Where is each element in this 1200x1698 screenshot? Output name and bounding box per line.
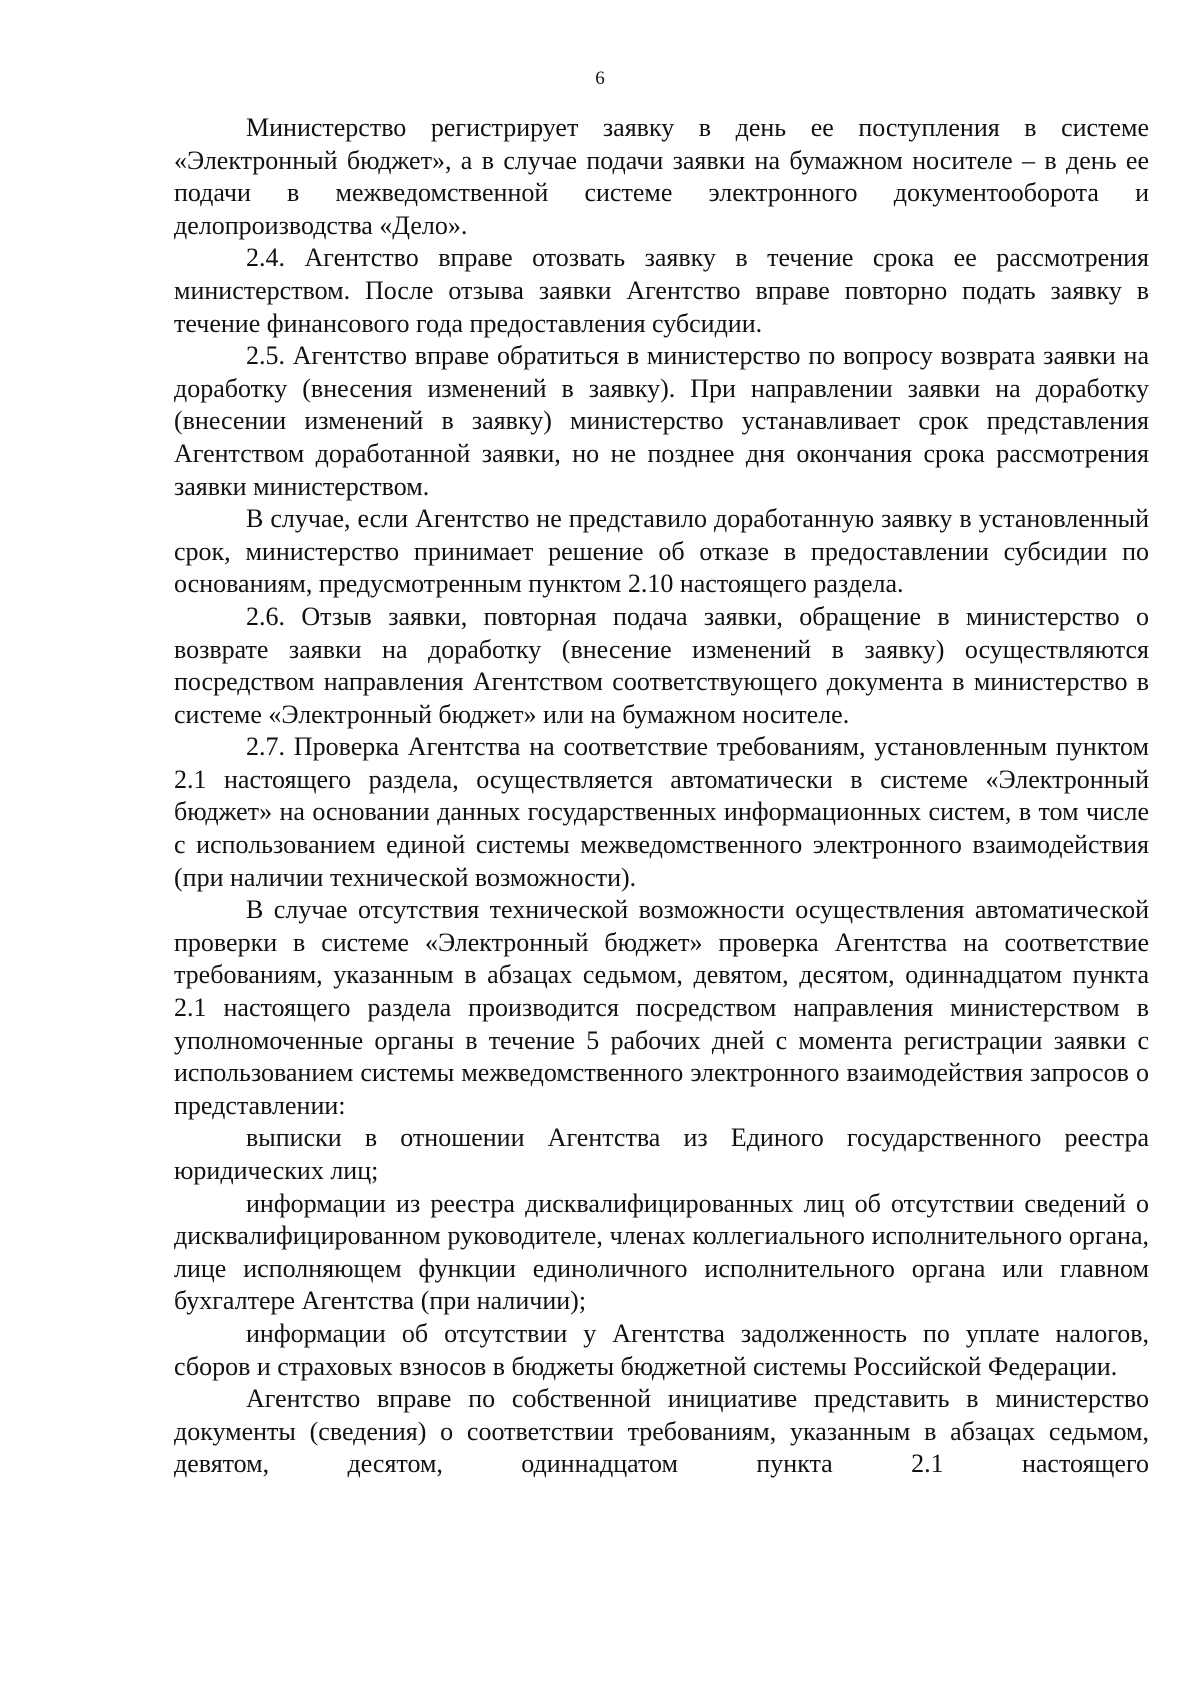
paragraph-2-5-revision: 2.5. Агентство вправе обратиться в министерство по вопросу возврата заявки на доработку (внесения изменений в заявку). При направлении заявки на доработку (внесении изменений в заявку) министерство устанавливает срок представления Агентством доработанной заявки, но не позднее дня окончания срока рассмотрения заявки министерством.	[174, 341, 1149, 501]
paragraph-disqualified-registry: информации из реестра дисквалифицированных лиц об отсутствии сведений о дисквалифицированном руководителе, членах коллегиального исполнительного органа, лице исполняющем функции единоличного исполнительного органа или главном бухгалтере Агентства (при наличии);	[174, 1188, 1149, 1316]
paragraph-manual-verification: В случае отсутствия технической возможности осуществления автоматической проверки в системе «Электронный бюджет» проверка Агентства на соответствие требованиям, указанным в абзацах седьмом, девятом, десятом, одиннадцатом пункта 2.1 настоящего раздела производится посредством направления министерством в уполномоченные органы в течение 5 рабочих дней с момента регистрации заявки с использованием системы межведомственного электронного взаимодействия запросов о представлении:	[174, 895, 1149, 1120]
paragraph-egrul-extract: выписки в отношении Агентства из Единого государственного реестра юридических лиц;	[174, 1123, 1149, 1185]
document-body	[174, 112, 1149, 1481]
paragraph-own-initiative: Агентство вправе по собственной инициативе представить в министерство документы (сведения) о соответствии требованиям, указанным в абзацах седьмом, девятом, десятом, одиннадцатом пункта 2.1 настоящего	[174, 1384, 1149, 1479]
page-number: 6	[595, 68, 605, 89]
paragraph-2-6-submission: 2.6. Отзыв заявки, повторная подача заявки, обращение в министерство о возврате заявки на доработку (внесение изменений в заявку) осуществляются посредством направления Агентством соответствующего документа в министерство в системе «Электронный бюджет» или на бумажном носителе.	[174, 601, 1149, 729]
paragraph-2-7-verification: 2.7. Проверка Агентства на соответствие требованиям, установленным пунктом 2.1 настоящего раздела, осуществляется автоматически в системе «Электронный бюджет» на основании данных государственных информационных систем, в том числе с использованием единой системы межведомственного электронного взаимодействия (при наличии технической возможности).	[174, 732, 1149, 892]
paragraph-revision-refusal: В случае, если Агентство не представило доработанную заявку в установленный срок, министерство принимает решение об отказе в предоставлении субсидии по основаниям, предусмотренным пунктом 2.10 настоящего раздела.	[174, 504, 1149, 599]
paragraph-registration: Министерство регистрирует заявку в день ее поступления в системе «Электронный бюджет», а в случае подачи заявки на бумажном носителе – в день ее подачи в межведомственной системе электронного документооборота и делопроизводства «Дело».	[174, 113, 1149, 240]
paragraph-tax-debt: информации об отсутствии у Агентства задолженность по уплате налогов, сборов и страховых взносов в бюджеты бюджетной системы Российской Федерации.	[174, 1318, 1149, 1381]
paragraph-2-4-withdrawal: 2.4. Агентство вправе отозвать заявку в течение срока ее рассмотрения министерством. После отзыва заявки Агентство вправе повторно подать заявку в течение финансового года предоставления субсидии.	[174, 243, 1149, 338]
